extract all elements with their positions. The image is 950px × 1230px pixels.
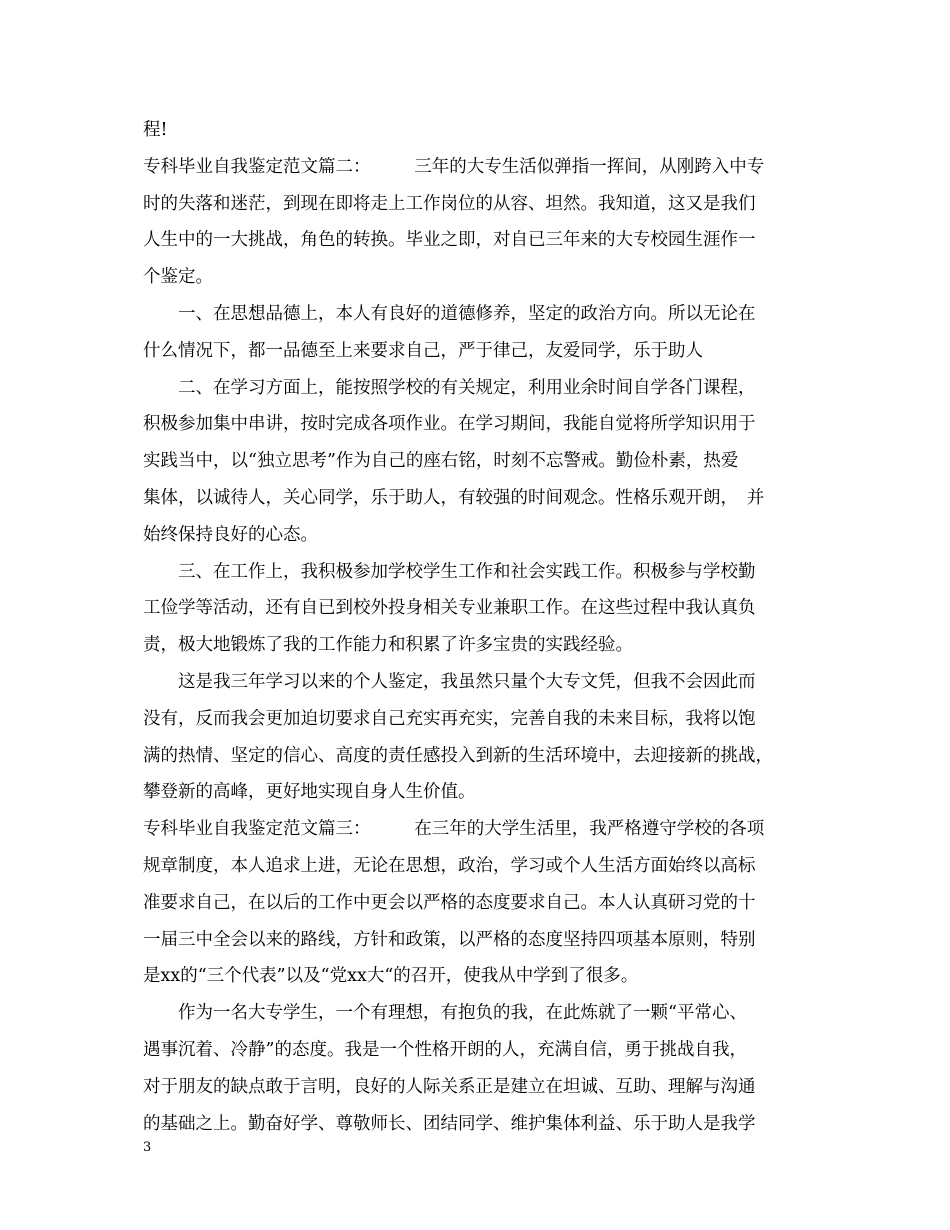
text-line: 是xx的“三个代表”以及“党xx大“的召开，使我从中学到了很多。 (143, 966, 639, 987)
text-line: 对于朋友的缺点敢于言明，良好的人际关系正是建立在坦诚、互助、理解与沟通 (143, 1076, 756, 1097)
text-line: 程! (143, 120, 168, 140)
text-line: 一届三中全会以来的路线，方针和政策，以严格的态度坚持四项基本原则，特别 (143, 929, 756, 950)
text-line: 人生中的一大挑战，角色的转换。毕业之即，对自已三年来的大专校园生涯作一 (143, 230, 756, 251)
text-line: 集体，以诚待人，关心同学，乐于助人，有较强的时间观念。性格乐观开朗， 并 (143, 487, 765, 508)
text-line: 攀登新的高峰，更好地实现自身人生价值。 (143, 782, 476, 803)
text-line: 始终保持良好的心态。 (143, 524, 318, 545)
text-line: 一、在思想品德上，本人有良好的道德修养，坚定的政治方向。所以无论在 (143, 303, 756, 324)
text-line: 什么情况下，都一品德至上来要求自己，严于律己，友爱同学，乐于助人 (143, 340, 703, 361)
text-line: 没有，反而我会更加迫切要求自己充实再充实，完善自我的未来目标，我将以饱 (143, 708, 756, 729)
text-line: 作为一名大专学生，一个有理想，有抱负的我，在此炼就了一颗“平常心、 (143, 1003, 747, 1024)
text-line: 时的失落和迷茫，到现在即将走上工作岗位的从容、坦然。我知道，这又是我们 (143, 193, 756, 214)
text-line: 这是我三年学习以来的个人鉴定，我虽然只量个大专文凭，但我不会因此而 (143, 671, 756, 692)
text-line: 工俭学等活动，还有自已到校外投身相关专业兼职工作。在这些过程中我认真负 (143, 598, 756, 619)
document-body (143, 112, 823, 1142)
text-line: 二、在学习方面上，能按照学校的有关规定，利用业余时间自学各门课程， (143, 377, 756, 398)
text-line: 个鉴定。 (143, 267, 213, 288)
text-line: 专科毕业自我鉴定范文篇三： 在三年的大学生活里，我严格遵守学校的各项 (143, 819, 765, 840)
text-line: 积极参加集中串讲，按时完成各项作业。在学习期间，我能自觉将所学知识用于 (143, 414, 756, 435)
text-line: 实践当中，以“独立思考”作为自己的座右铭，时刻不忘警戒。勤俭朴素，热爱 (143, 451, 739, 472)
text-line: 规章制度，本人追求上进，无论在思想，政治，学习或个人生活方面始终以高标 (143, 855, 756, 876)
text-line: 满的热情、坚定的信心、高度的责任感投入到新的生活环境中，去迎接新的挑战， (143, 745, 773, 766)
text-line: 准要求自己，在以后的工作中更会以严格的态度要求自己。本人认真研习党的十 (143, 892, 756, 913)
text-line: 专科毕业自我鉴定范文篇二： 三年的大专生活似弹指一挥间，从刚跨入中专 (143, 156, 765, 177)
text-line: 三、在工作上，我积极参加学校学生工作和社会实践工作。积极参与学校勤 (143, 561, 756, 582)
text-line: 责，极大地锻炼了我的工作能力和积累了许多宝贵的实践经验。 (143, 635, 633, 656)
page-number: 3 (143, 1140, 152, 1155)
text-line: 的基础之上。勤奋好学、尊敬师长、团结同学、维护集体利益、乐于助人是我学 (143, 1113, 756, 1134)
text-line: 遇事沉着、冷静”的态度。我是一个性格开朗的人，充满自信，勇于挑战自我， (143, 1039, 747, 1060)
